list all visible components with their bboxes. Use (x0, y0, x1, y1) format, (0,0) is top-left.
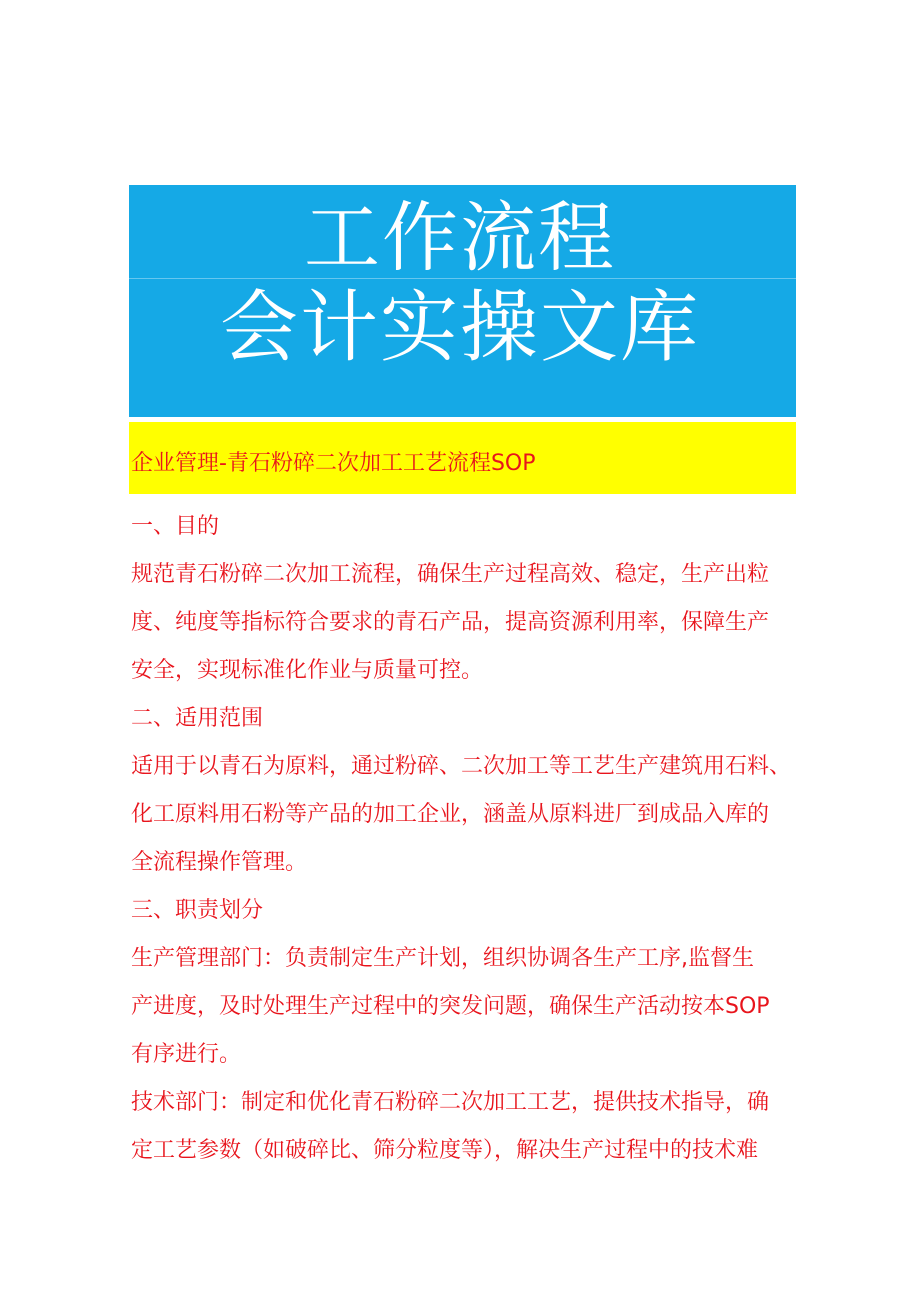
banner-title-line2: 会计实操文库 (219, 283, 700, 373)
document-subtitle: 企业管理-青石粉碎二次加工工艺流程SOP (131, 451, 536, 476)
body-line: 定工艺参数（如破碎比、筛分粒度等），解决生产过程中的技术难 (131, 1138, 759, 1163)
body-line: 技术部门：制定和优化青石粉碎二次加工工艺，提供技术指导，确 (131, 1090, 770, 1115)
banner-title-line1: 工作流程 (304, 193, 616, 282)
body-line: 有序进行。 (131, 1042, 242, 1067)
body-line: 安全，实现标准化作业与质量可控。 (131, 658, 484, 683)
body-line: 规范青石粉碎二次加工流程，确保生产过程高效、稳定，生产出粒 (131, 562, 770, 587)
section-heading-responsibilities: 三、职责划分 (131, 898, 264, 923)
body-line: 度、纯度等指标符合要求的青石产品，提高资源利用率，保障生产 (131, 610, 770, 635)
body-line: 产进度，及时处理生产过程中的突发问题，确保生产活动按本SOP (131, 994, 770, 1019)
section-heading-scope: 二、适用范围 (131, 706, 264, 731)
body-line: 适用于以青石为原料，通过粉碎、二次加工等工艺生产建筑用石料、 (131, 754, 792, 779)
body-line: 生产管理部门：负责制定生产计划，组织协调各生产工序,监督生 (131, 946, 754, 971)
body-line: 全流程操作管理。 (131, 850, 308, 875)
body-line: 化工原料用石粉等产品的加工企业，涵盖从原料进厂到成品入库的 (131, 802, 770, 827)
document-body (131, 503, 795, 1175)
section-heading-purpose: 一、目的 (131, 514, 220, 539)
